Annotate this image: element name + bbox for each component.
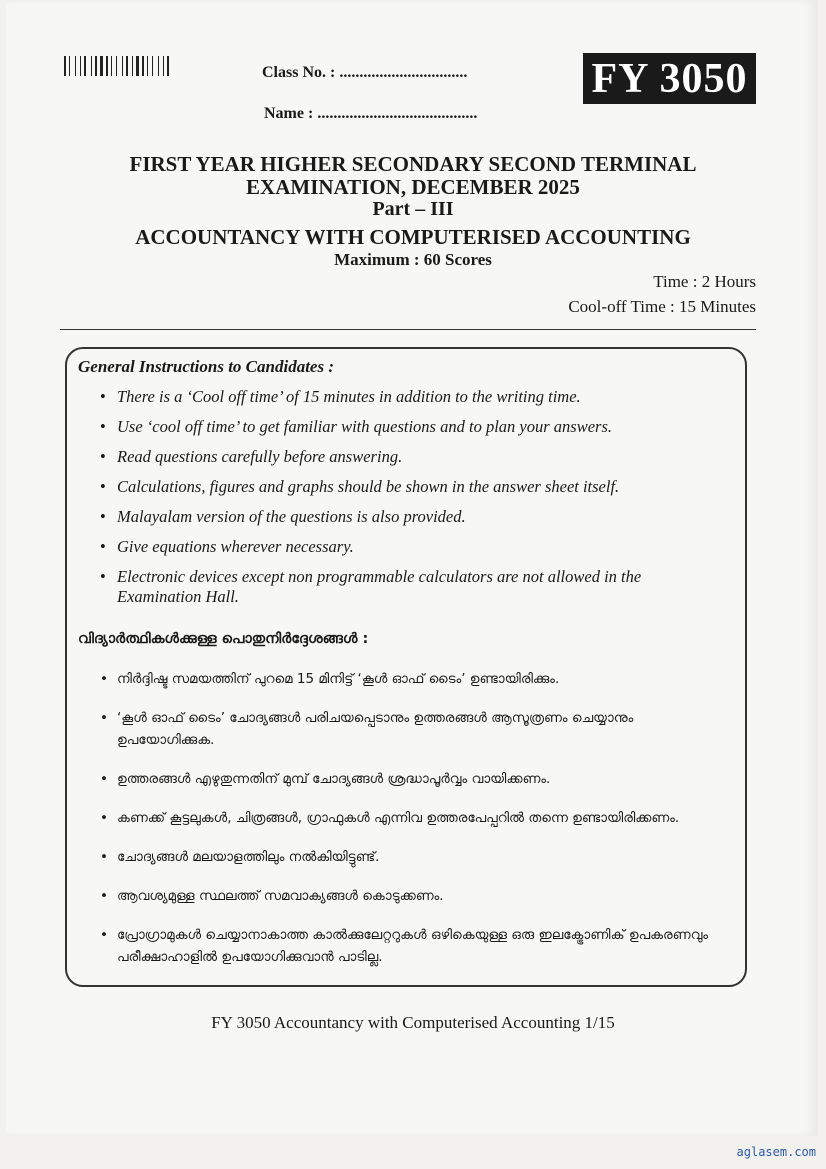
instruction-item-en: • Give equations wherever necessary.	[100, 537, 710, 557]
time-allowed: Time : 2 Hours	[653, 272, 756, 291]
instructions-heading-ml: വിദ്യാർത്ഥികൾക്കുള്ള പൊതുനിർദ്ദേശങ്ങൾ :	[78, 631, 369, 647]
barcode-stripe	[91, 56, 92, 76]
barcode-stripe	[163, 56, 164, 76]
barcode-stripe	[167, 56, 169, 76]
exam-part: Part – III	[372, 198, 454, 220]
barcode-stripe	[75, 56, 76, 76]
barcode-stripe	[160, 56, 162, 76]
instructions-list-ml	[100, 668, 732, 985]
barcode-stripe	[109, 56, 110, 76]
barcode-stripe	[116, 56, 117, 76]
barcode-stripe	[158, 56, 159, 76]
instruction-item-en: • Malayalam version of the questions is also provided.	[100, 507, 710, 527]
instruction-item-ml: • ‘കൂൾ ഓഫ് ടൈം’ ചോദ്യങ്ങൾ പരിചയപ്പെടാനും ഉത്തരങ്ങൾ ആസൂത്രണം ചെയ്യാനും ഉപയോഗിക്കുക.	[100, 707, 732, 751]
barcode-stripe	[87, 56, 90, 76]
instruction-item-en: • Read questions carefully before answering.	[100, 447, 710, 467]
barcode-stripe	[165, 56, 166, 76]
barcode-stripe	[77, 56, 79, 76]
name-field: Name : ........................................	[264, 105, 478, 122]
barcode-stripe	[136, 56, 139, 76]
page-footer: FY 3050 Accountancy with Computerised Accounting 1/15	[211, 1013, 615, 1032]
max-score: Maximum : 60 Scores	[334, 250, 492, 269]
barcode-stripe	[147, 56, 148, 76]
divider	[60, 329, 756, 330]
barcode-stripe	[98, 56, 99, 76]
class-no-field: Class No. : ................................	[262, 64, 468, 81]
barcode-stripe	[126, 56, 128, 76]
exam-title-line1: FIRST YEAR HIGHER SECONDARY SECOND TERMINAL	[129, 152, 697, 176]
barcode-stripe	[132, 56, 133, 76]
cool-off-time: Cool-off Time : 15 Minutes	[568, 297, 756, 316]
watermark[interactable]: aglasem.com	[736, 1145, 816, 1159]
barcode-stripe	[113, 56, 115, 76]
barcode-stripe	[104, 56, 105, 76]
barcode-stripe	[134, 56, 135, 76]
exam-title-line2: EXAMINATION, DECEMBER 2025	[246, 175, 580, 199]
barcode	[64, 56, 194, 76]
barcode-stripe	[129, 56, 131, 76]
instruction-item-ml: • നിർദ്ദിഷ്ട സമയത്തിന് പുറമെ 15 മിനിട്ട് ‘കൂൾ ഓഫ് ടൈം’ ഉണ്ടായിരിക്കും.	[100, 668, 732, 690]
barcode-stripe	[118, 56, 121, 76]
barcode-stripe	[67, 56, 68, 76]
barcode-stripe	[71, 56, 74, 76]
barcode-stripe	[142, 56, 144, 76]
instruction-item-ml: • കണക്ക് കൂട്ടലുകൾ, ചിത്രങ്ങൾ, ഗ്രാഫുകൾ എന്നിവ ഉത്തരപേപ്പറിൽ തന്നെ ഉണ്ടായിരിക്കണം.	[100, 807, 732, 829]
instruction-item-ml: • പ്രോഗ്രാമുകൾ ചെയ്യാനാകാത്ത കാൽക്കുലേറ്ററുകൾ ഒഴികെയുള്ള ഒരു ഇലക്ട്രോണിക് ഉപകരണവും പരീക്ഷാഹാളിൽ ഉപയോഗിക്കുവാൻ പാടില്ല.	[100, 924, 732, 968]
barcode-stripe	[100, 56, 103, 76]
instruction-item-ml: • ചോദ്യങ്ങൾ മലയാളത്തിലും നൽകിയിട്ടുണ്ട്.	[100, 846, 732, 868]
paper-code-badge: FY 3050	[583, 53, 756, 104]
instruction-item-en: • Calculations, figures and graphs should be shown in the answer sheet itself.	[100, 477, 710, 497]
barcode-stripe	[145, 56, 146, 76]
instructions-heading-en: General Instructions to Candidates :	[78, 357, 334, 376]
barcode-stripe	[84, 56, 86, 76]
instruction-item-en: • There is a ‘Cool off time’ of 15 minutes in addition to the writing time.	[100, 387, 710, 407]
barcode-stripe	[149, 56, 151, 76]
barcode-stripe	[122, 56, 123, 76]
barcode-stripe	[111, 56, 112, 76]
barcode-stripe	[80, 56, 81, 76]
barcode-stripe	[152, 56, 153, 76]
instruction-item-ml: • ഉത്തരങ്ങൾ എഴുതുന്നതിന് മുമ്പ് ചോദ്യങ്ങൾ ശ്രദ്ധാപൂർവ്വം വായിക്കണം.	[100, 768, 732, 790]
barcode-stripe	[82, 56, 83, 76]
instruction-item-en: • Use ‘cool off time’ to get familiar with questions and to plan your answers.	[100, 417, 710, 437]
instruction-item-ml: • ആവശ്യമുള്ള സ്ഥലത്ത് സമവാക്യങ്ങൾ കൊടുക്കണം.	[100, 885, 732, 907]
barcode-stripe	[106, 56, 108, 76]
barcode-stripe	[93, 56, 94, 76]
barcode-stripe	[64, 56, 66, 76]
instruction-item-en: • Electronic devices except non programmable calculators are not allowed in the Examination Hall.	[100, 567, 710, 607]
barcode-stripe	[124, 56, 125, 76]
instructions-list-en	[100, 387, 710, 617]
barcode-stripe	[95, 56, 97, 76]
barcode-stripe	[140, 56, 141, 76]
barcode-stripe	[69, 56, 70, 76]
barcode-stripe	[154, 56, 157, 76]
subject-title: ACCOUNTANCY WITH COMPUTERISED ACCOUNTING	[135, 225, 691, 249]
